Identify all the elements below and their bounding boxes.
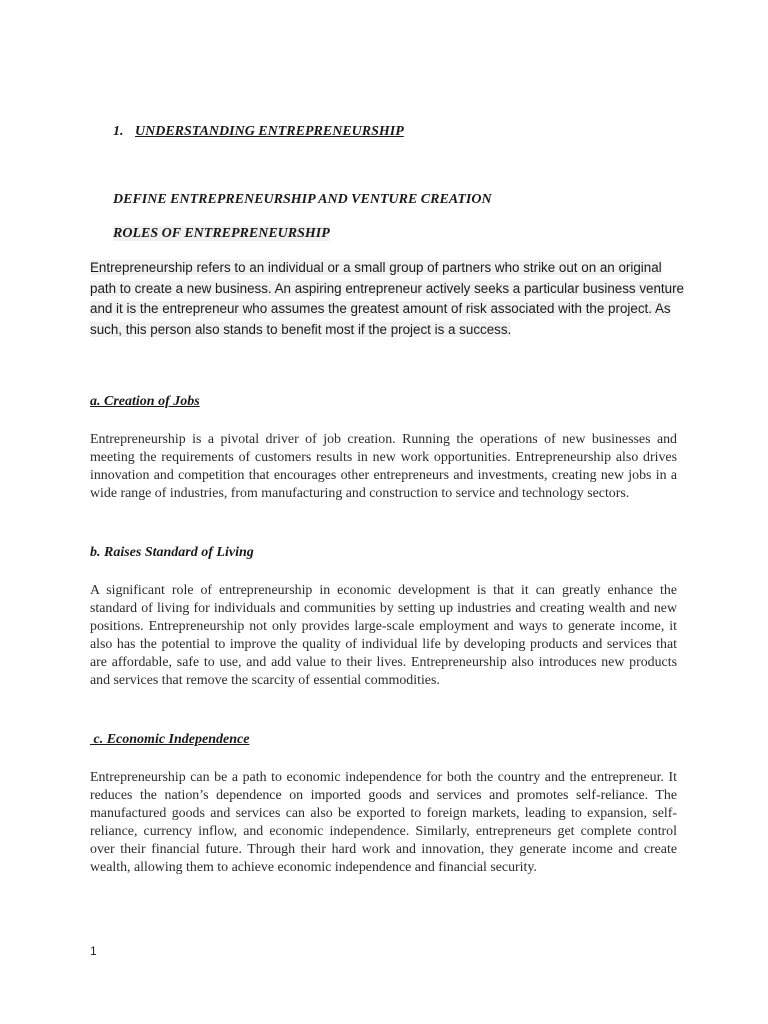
section-title-living-prefix: b. <box>90 545 101 560</box>
section-body-independence: Entrepreneurship can be a path to economic independence for both the country and the entrepreneur. It reduces the nation’s dependence on imported goods and services and promotes self-reliance. The manufactured goods and services can also be exported to foreign markets, leading to expansion, self-reliance, currency inflow, and economic independence. Similarly, entrepreneurs get complete control over their financial future. Through their hard work and innovation, they generate income and create wealth, allowing them to achieve economic independence and financial security. <box>90 770 677 875</box>
section-title-jobs <box>90 394 200 410</box>
subheading-define <box>113 192 492 208</box>
section-title-independence <box>90 732 249 748</box>
subheading-define-text: DEFINE ENTREPRENEURSHIP AND VENTURE CREATION <box>113 192 492 207</box>
heading-title: UNDERSTANDING ENTREPRENEURSHIP <box>135 124 404 139</box>
section-heading <box>113 124 404 140</box>
section-title-jobs-text: a. Creation of Jobs <box>90 394 200 409</box>
intro-paragraph <box>90 258 690 340</box>
section-body-jobs: Entrepreneurship is a pivotal driver of job creation. Running the operations of new businesses and meeting the requirements of customers results in new work opportunities. Entrepreneurship also drives innovation and competition that encourages other entrepreneurs and investments, creating new jobs in a wide range of industries, from manufacturing and construction to service and technology sectors. <box>90 432 677 501</box>
page-number: 1 <box>90 944 97 958</box>
section-title-living <box>90 545 254 561</box>
section-title-living-text: Raises Standard of Living <box>104 545 254 560</box>
subheading-roles <box>113 226 330 242</box>
heading-number: 1. <box>113 124 124 139</box>
section-body-living: A significant role of entrepreneurship in economic development is that it can greatly enhance the standard of living for individuals and communities by setting up industries and creating wealth and new positions. Entrepreneurship not only provides large-scale employment and ways to generate income, it also has the potential to improve the quality of individual life by developing products and services that are affordable, safe to use, and add value to their lives. Entrepreneurship also introduces new products and services that remove the scarcity of essential commodities. <box>90 583 677 688</box>
intro-text: Entrepreneurship refers to an individual or a small group of partners who strike out on an original path to create a new business. An aspiring entrepreneur actively seeks a particular business venture and it is the entrepreneur who assumes the greatest amount of risk associated with the project. As such, this person also stands to benefit most if the project is a success. <box>90 260 684 337</box>
section-title-independence-text: c. Economic Independence <box>90 732 250 747</box>
subheading-roles-text: ROLES OF ENTREPRENEURSHIP <box>113 226 330 241</box>
